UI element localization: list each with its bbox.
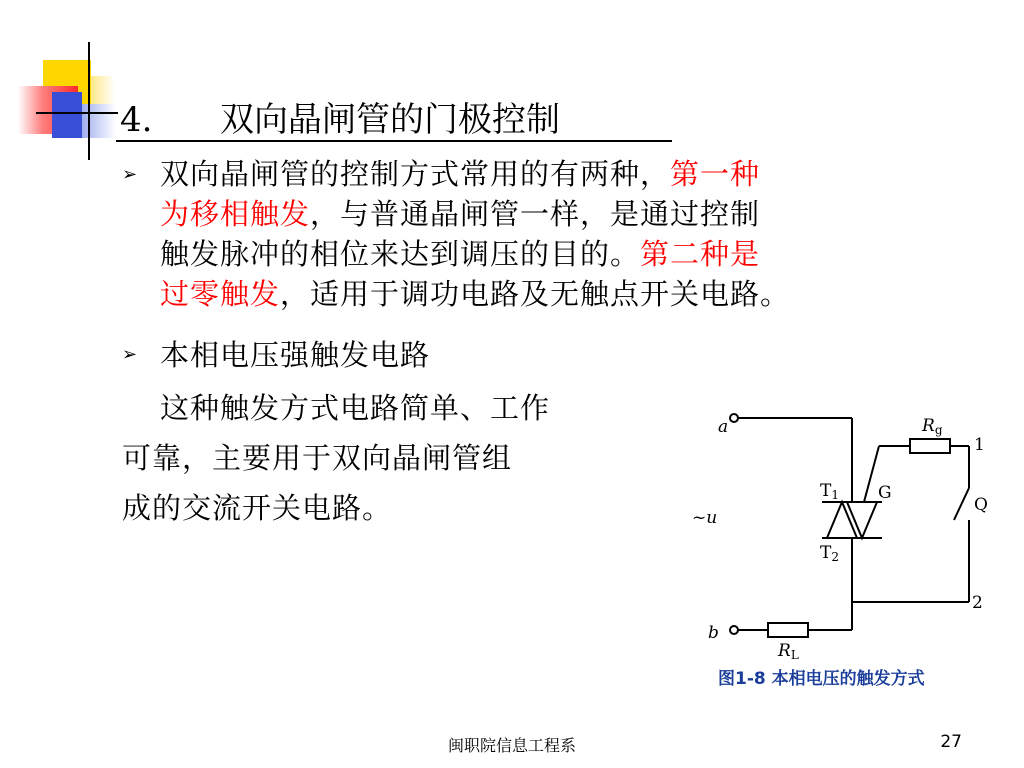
bullet-1-line	[160, 232, 760, 273]
terminal-a	[730, 414, 738, 422]
body-text: 触发脉冲的相位来达到调压的目的。	[160, 237, 641, 271]
resistor-rg	[910, 439, 950, 453]
label-a: a	[718, 417, 729, 437]
footer-department: 闽职院信息工程系	[447, 736, 576, 755]
svg-text:T1	[820, 481, 839, 502]
svg-text:T2	[820, 543, 839, 564]
label-t2: T	[820, 543, 832, 563]
figure-caption: 图1-8 本相电压的触发方式	[718, 669, 925, 689]
label-u: ~u	[692, 508, 718, 528]
label-t1-sub: 1	[831, 488, 839, 502]
deco-horizontal-line	[36, 112, 118, 114]
bullet-1-line	[160, 192, 760, 233]
body-text: ，与普通晶闸管一样，是通过控制	[310, 197, 761, 231]
label-g: G	[878, 483, 892, 503]
highlight-text: 第一种	[670, 157, 761, 191]
page-number: 27	[940, 732, 962, 752]
label-rg-sub: g	[934, 423, 943, 437]
svg-text:Rg	[921, 416, 943, 437]
circuit-diagram	[682, 398, 994, 698]
deco-vertical-line	[88, 42, 90, 160]
highlight-text: 第二种是	[640, 237, 761, 271]
body-text: ，适用于调功电路及无触点开关电路。	[280, 277, 791, 311]
bullet-arrow-icon: ➢	[122, 164, 138, 185]
label-b: b	[708, 623, 719, 643]
bullet-1-line	[160, 272, 790, 313]
terminal-b	[730, 626, 738, 634]
body-text: 双向晶闸管的控制方式常用的有两种，	[160, 157, 671, 191]
title-number: 4.	[120, 100, 153, 140]
slide-title	[120, 92, 560, 141]
label-t1: T	[820, 481, 832, 501]
label-rg: R	[922, 416, 935, 436]
bullet-2-heading: 本相电压强触发电路	[160, 338, 431, 372]
label-rl: R	[778, 641, 791, 661]
label-node-2: 2	[972, 593, 983, 613]
deco-blue-square	[52, 92, 82, 138]
label-q: Q	[974, 495, 988, 515]
highlight-text: 为移相触发	[160, 197, 311, 231]
label-t2-sub: 2	[831, 550, 839, 564]
switch-q	[954, 488, 969, 520]
label-node-1: 1	[974, 435, 985, 455]
highlight-text: 过零触发	[160, 277, 281, 311]
svg-text:RL	[777, 641, 799, 662]
title-underline	[116, 140, 672, 142]
bullet-1-line	[160, 152, 760, 193]
bullet-arrow-icon: ➢	[122, 344, 138, 365]
paragraph-line-3: 成的交流开关电路。	[122, 491, 393, 525]
paragraph-line-2: 可靠，主要用于双向晶闸管组	[122, 441, 513, 475]
label-rl-sub: L	[790, 648, 799, 662]
paragraph-line-1: 这种触发方式电路简单、工作	[160, 391, 551, 425]
title-text: 双向晶闸管的门极控制	[220, 100, 560, 140]
resistor-rl	[768, 623, 808, 637]
